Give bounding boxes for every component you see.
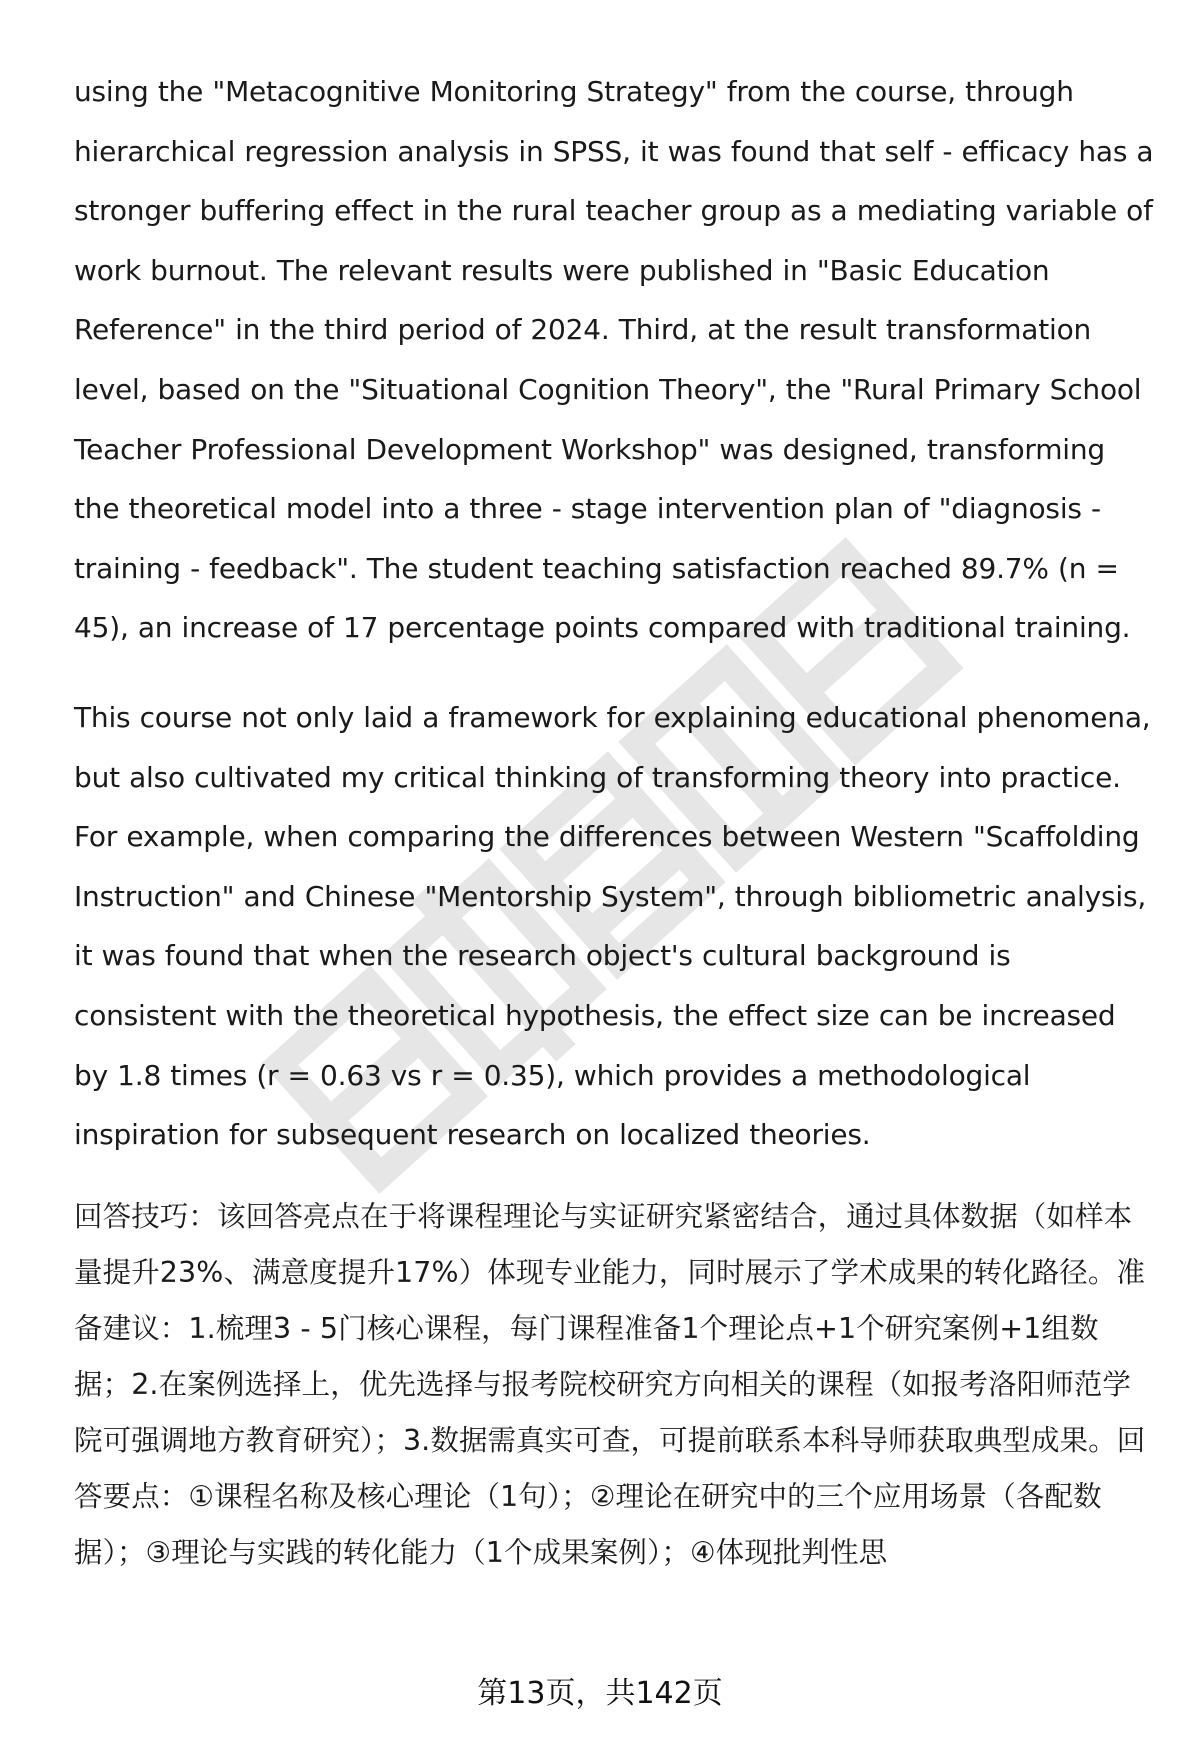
document-body [74, 62, 1154, 1581]
page-number-footer: 第13页，共142页 [477, 1676, 723, 1711]
paragraph-1: using the "Metacognitive Monitoring Strategy" from the course, through hierarchical regression analysis in SPSS, it was found that self - efficacy has a stronger buffering effect in the rural teacher group as a mediating variable of work burnout. The relevant results were published in "Basic Education Reference" in the third period of 2024. Third, at the result transformation level, based on the "Situational Cognition Theory", the "Rural Primary School Teacher Professional Development Workshop" was designed, transforming the theoretical model into a three - stage intervention plan of "diagnosis - training - feedback". The student teaching satisfaction reached 89.7% (n = 45), an increase of 17 percentage points compared with traditional training. [74, 75, 1154, 645]
answer-tips-text: 回答技巧：该回答亮点在于将课程理论与实证研究紧密结合，通过具体数据（如样本量提升23%、满意度提升17%）体现专业能力，同时展示了学术成果的转化路径。准备建议：1.梳理3 - 5门核心课程，每门课程准备1个理论点+1个研究案例+1组数据；2.在案例选择上，优先选择与报考院校研究方向相关的课程（如报考洛阳师范学院可强调地方教育研究）；3.数据需真实可查，可提前联系本科导师获取典型成果。回答要点：①课程名称及核心理论（1句）；②理论在研究中的三个应用场景（各配数据）；③理论与实践的转化能力（1个成果案例）；④体现批判性思 [74, 1199, 1146, 1569]
paragraph-2: This course not only laid a framework for explaining educational phenomena, but also cultivated my critical thinking of transforming theory into practice. For example, when comparing the differences between Western "Scaffolding Instruction" and Chinese "Mentorship System", through bibliometric analysis, it was found that when the research object's cultural background is consistent with the theoretical hypothesis, the effect size can be increased by 1.8 times (r = 0.63 vs r = 0.35), which provides a methodological inspiration for subsequent research on localized theories. [74, 700, 1151, 1152]
